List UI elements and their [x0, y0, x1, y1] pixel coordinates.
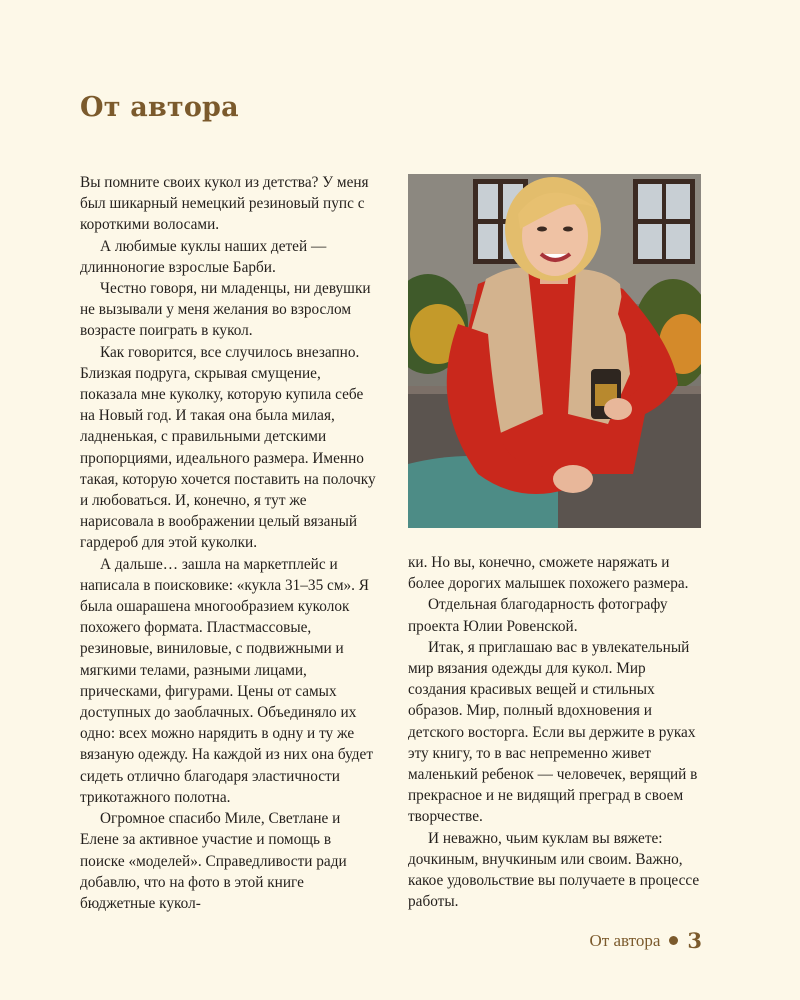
- paragraph: [80, 236, 376, 278]
- paragraph: [80, 342, 376, 554]
- paragraph: [408, 637, 704, 828]
- paragraph-text: А любимые куклы наших детей — длинноногие взрослые Барби.: [80, 237, 327, 276]
- page-number: 3: [687, 928, 702, 953]
- paragraph-text: А дальше… зашла на маркетплейс и написала в поисковике: «кукла 31–35 см». Я была ошарашена многообразием куколок похожего формата. Пластмассовые, резиновые, виниловые, с подвижными и мягкими телами, разными лицами, прическами, фигурами. Цены от самых доступных до заоблачных. Объединяло их одно: всех можно нарядить в одну и ту же вязаную одежду. На каждой из них она будет сидеть отлично благодаря эластичности трикотажного полотна.: [80, 555, 374, 806]
- paragraph-text: Итак, я приглашаю вас в увлекательный мир вязания одежды для кукол. Мир создания красивых вещей и стильных образов. Мир, полный вдохновения и детского восторга. Если вы держите в руках эту книгу, то в вас непременно живет маленький ребенок — человечек, верящий в прекрасное и не видящий преград в своем творчестве.: [408, 638, 698, 826]
- paragraph: [80, 278, 376, 342]
- paragraph-text: И неважно, чьим куклам вы вяжете: дочкиным, внучкиным или своим. Важно, какое удовольствие вы получаете в процессе работы.: [408, 829, 700, 911]
- paragraph-text: ки. Но вы, конечно, сможете наряжать и более дорогих малышек похожего размера.: [408, 554, 689, 593]
- bullet-dot-icon: [669, 936, 678, 945]
- paragraph: [408, 594, 704, 636]
- running-title: От автора: [589, 930, 661, 950]
- paragraph: [80, 554, 376, 808]
- left-text-column: [80, 172, 376, 914]
- paragraph: [408, 552, 704, 594]
- right-text-column: [408, 552, 704, 912]
- paragraph-text: Как говорится, все случилось внезапно. Близкая подруга, скрывая смущение, показала мне куколку, которую купила себе на Новый год. И такая она была милая, ладненькая, с правильными детскими пропорциями, идеального размера. Именно такая, которую хочется поставить на полочку и любоваться. И, конечно, я тут же нарисовала в воображении целый вязаный гардероб для этой куколки.: [80, 343, 376, 552]
- paragraph-text: Отдельная благодарность фотографу проекта Юлии Ровенской.: [408, 596, 668, 635]
- paragraph-text: Вы помните своих кукол из детства? У меня был шикарный немецкий резиновый пупс с короткими волосами.: [80, 174, 369, 234]
- author-photo-illustration: [408, 174, 701, 528]
- paragraph: [80, 172, 376, 236]
- paragraph: [408, 828, 704, 913]
- author-photo: [408, 174, 701, 528]
- paragraph-text: Огромное спасибо Миле, Светлане и Елене за активное участие и помощь в поиске «моделей». Справедливости ради добавлю, что на фото в этой книге бюджетные кукол-: [80, 810, 347, 912]
- paragraph: [80, 808, 376, 914]
- paragraph-text: Честно говоря, ни младенцы, ни девушки не вызывали у меня желания во взрослом возрасте поиграть в кукол.: [80, 280, 371, 340]
- page-title: От автора: [80, 92, 239, 123]
- page-footer: [590, 928, 702, 953]
